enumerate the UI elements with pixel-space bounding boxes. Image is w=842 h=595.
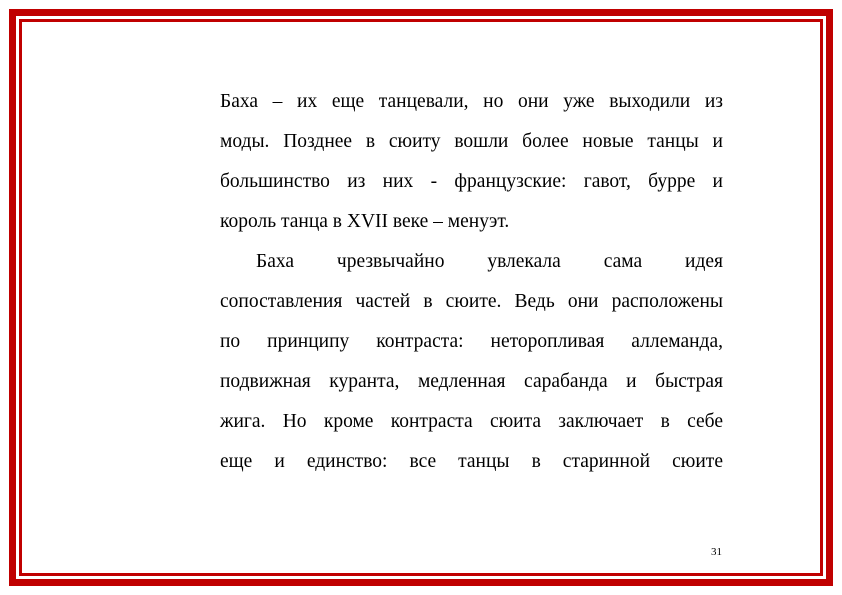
text-line: Баха чрезвычайно увлекала сама идея [256,251,723,272]
text-line: жига. Но кроме контраста сюита заключает в себе [220,411,723,432]
paragraph-2 [220,242,723,482]
text-line: еще и единство: все танцы в старинной сюите [220,451,723,472]
paragraph-1 [220,82,723,242]
text-line: большинство из них - французские: гавот, бурре и [220,171,723,192]
text-line: моды. Позднее в сюиту вошли более новые танцы и [220,131,723,152]
body-text [220,82,723,482]
text-line: сопоставления частей в сюите. Ведь они расположены [220,291,723,312]
text-line: подвижная куранта, медленная сарабанда и быстрая [220,371,723,392]
text-line: по принципу контраста: неторопливая аллеманда, [220,331,723,352]
text-line: король танца в XVII веке – менуэт. [220,211,510,232]
text-line: Баха – их еще танцевали, но они уже выходили из [220,91,723,112]
page-number: 31 [711,546,722,558]
